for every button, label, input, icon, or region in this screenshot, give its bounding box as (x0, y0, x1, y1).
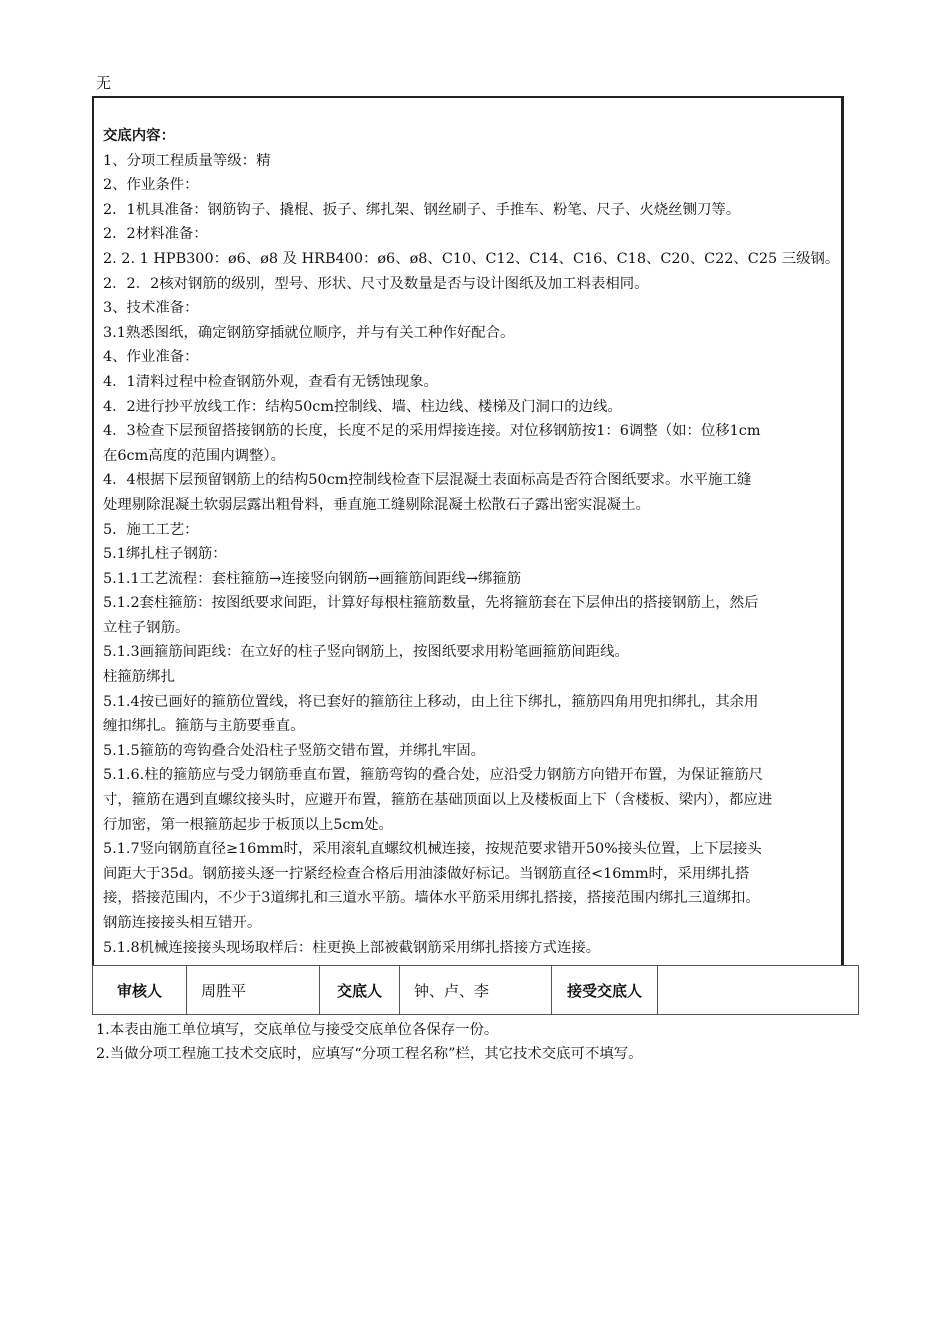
content-line: 5.1.2套柱箍筋：按图纸要求间距，计算好每根柱箍筋数量，先将箍筋套在下层伸出的搭接钢筋上，然后 (103, 595, 759, 612)
content-line: 3、技术准备： (103, 300, 199, 317)
content-line: 2．2材料准备： (103, 226, 208, 243)
content-line: 4．3检查下层预留搭接钢筋的长度，长度不足的采用焊接连接。对位移钢筋按1：6调整（如：位移1cm (103, 423, 761, 440)
content-line: 柱箍筋绑扎 (103, 669, 175, 686)
footnote-2: 2.当做分项工程施工技术交底时，应填写“分项工程名称”栏，其它技术交底可不填写。 (96, 1046, 643, 1062)
signature-row (93, 966, 859, 1015)
content-line: 5.1.1工艺流程：套柱箍筋→连接竖向钢筋→画箍筋间距线→绑箍筋 (103, 570, 522, 587)
content-line: 2. 2. 1 HPB300：ø6、ø8 及 HRB400：ø6、ø8、C10、C12、C14、C16、C18、C20、C22、C25 三级钢。 (103, 250, 840, 267)
reviewer-value: 周胜平 (187, 966, 320, 1015)
top-label: 无 (96, 74, 112, 92)
signature-table (92, 965, 859, 1015)
content-line: 处理剔除混凝土软弱层露出粗骨料，垂直施工缝剔除混凝土松散石子露出密实混凝土。 (103, 496, 650, 513)
content-line: 5.1.5箍筋的弯钩叠合处沿柱子竖筋交错布置，并绑扎牢固。 (103, 742, 485, 759)
content-line: 1、分项工程质量等级：精 (103, 152, 271, 169)
content-line: 4．2进行抄平放线工作：结构50cm控制线、墙、柱边线、楼梯及门洞口的边线。 (103, 398, 622, 415)
content-line: 在6cm高度的范围内调整）。 (103, 447, 285, 464)
content-line: 5.1.6.柱的箍筋应与受力钢筋垂直布置，箍筋弯钩的叠合处，应沿受力钢筋方向错开布置，为保证箍筋尺 (103, 767, 763, 784)
presenter-value: 钟、卢、李 (400, 966, 552, 1015)
presenter-label: 交底人 (320, 966, 400, 1015)
content-line: 行加密，第一根箍筋起步于板顶以上5cm处。 (103, 816, 393, 833)
content-line: 5.1绑扎柱子钢筋： (103, 546, 227, 563)
content-line: 4．1清料过程中检查钢筋外观，查看有无锈蚀现象。 (103, 373, 438, 390)
content-line: 5.1.7竖向钢筋直径≥16mm时，采用滚轧直螺纹机械连接，按规范要求错开50%接头位置，上下层接头 (103, 841, 762, 858)
content-line: 间距大于35d。钢筋接头逐一拧紧经检查合格后用油漆做好标记。当钢筋直径<16mm时，采用绑扎搭 (103, 865, 750, 882)
content-line: 缠扣绑扎。箍筋与主筋要垂直。 (103, 718, 305, 735)
content-line: 2．2．2核对钢筋的级别，型号、形状、尺寸及数量是否与设计图纸及加工料表相同。 (103, 275, 649, 292)
content-line: 2．1机具准备：钢筋钩子、撬棍、扳子、绑扎架、钢丝刷子、手推车、粉笔、尺子、火烧丝铡刀等。 (103, 201, 741, 218)
content-line: 4．4根据下层预留钢筋上的结构50cm控制线检查下层混凝土表面标高是否符合图纸要求。水平施工缝 (103, 472, 752, 489)
receiver-label: 接受交底人 (552, 966, 658, 1015)
content-line: 5．施工工艺： (103, 521, 199, 538)
content-line: 钢筋连接接头相互错开。 (103, 915, 262, 931)
footnotes (96, 1018, 643, 1066)
content-line: 5.1.8机械连接接头现场取样后：柱更换上部被截钢筋采用绑扎搭接方式连接。 (103, 939, 601, 956)
footnote-1: 1.本表由施工单位填写，交底单位与接受交底单位各保存一份。 (96, 1022, 499, 1038)
content-line: 2、作业条件： (103, 177, 199, 194)
content-line: 3.1熟悉图纸，确定钢筋穿插就位顺序，并与有关工种作好配合。 (103, 324, 515, 341)
content-line: 5.1.3画箍筋间距线：在立好的柱子竖向钢筋上，按图纸要求用粉笔画箍筋间距线。 (103, 644, 629, 661)
content-line: 寸，箍筋在遇到直螺纹接头时，应避开布置，箍筋在基础顶面以上及楼板面上下（含楼板、梁内），都应进 (103, 792, 773, 809)
content-line: 4、作业准备： (103, 349, 199, 366)
content-line: 5.1.4按已画好的箍筋位置线，将已套好的箍筋往上移动，由上往下绑扎，箍筋四角用兜扣绑扎，其余用 (103, 693, 759, 710)
receiver-value (658, 966, 859, 1015)
content-line: 接，搭接范围内，不少于3道绑扎和三道水平筋。墙体水平筋采用绑扎搭接，搭接范围内绑扎三道绑扣。 (103, 890, 760, 907)
content-heading: 交底内容： (103, 127, 175, 144)
disclosure-content-box (92, 96, 844, 966)
reviewer-label: 审核人 (93, 966, 187, 1015)
content-line: 立柱子钢筋。 (103, 619, 190, 636)
